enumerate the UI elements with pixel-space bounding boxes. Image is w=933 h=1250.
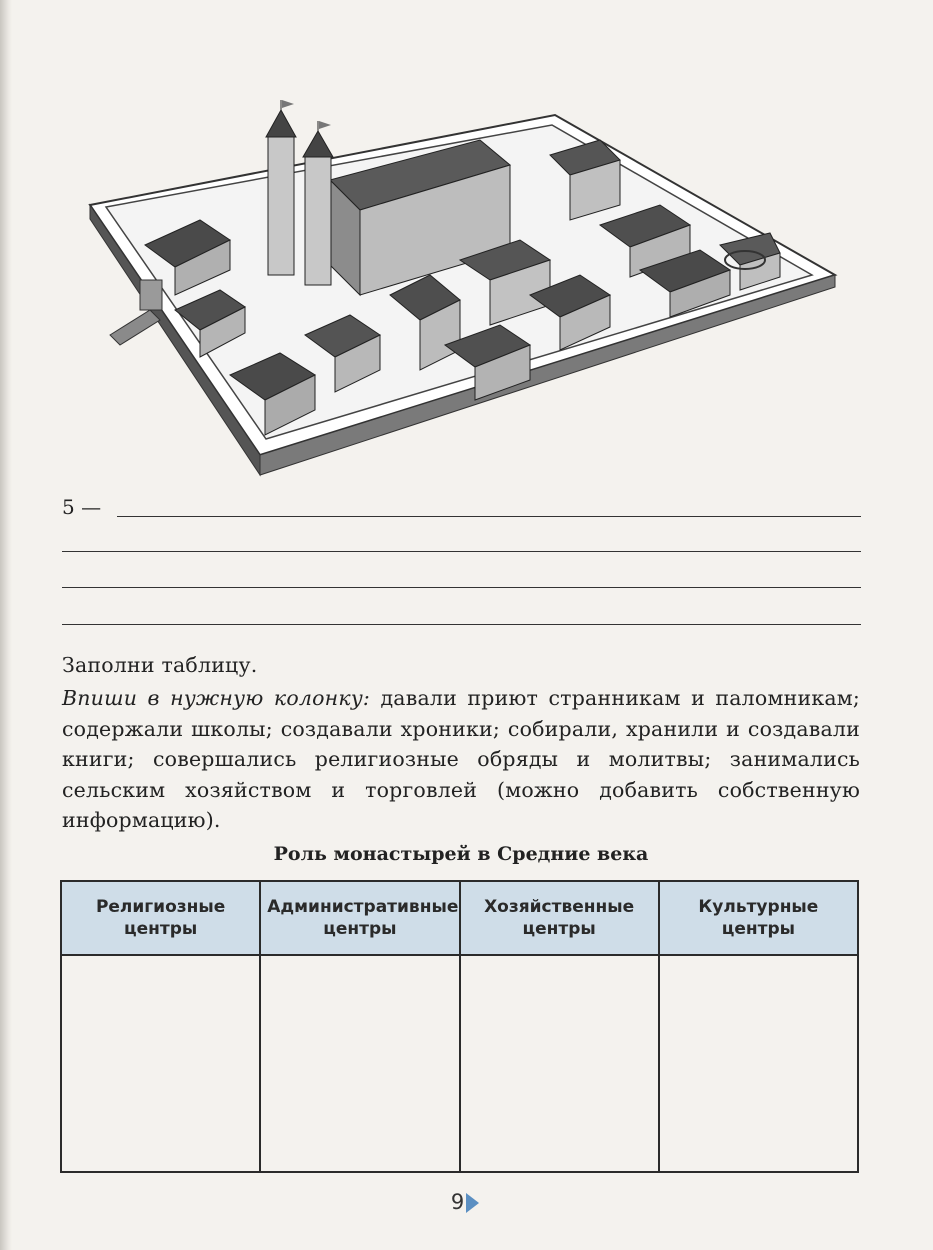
- answer-line-row-2: [62, 532, 861, 552]
- instruction-body: давали приют странникам и паломникам; содержали школы; создавали хроники; собирали, хранили и создавали книги; совершались религиозные обряды и молитвы; занимались сельским хозяйством и торговлей (можно добавить собственную информацию).: [62, 686, 861, 832]
- answer-line[interactable]: [62, 587, 861, 588]
- task-instructions: [62, 683, 860, 836]
- question-number: 5 —: [62, 495, 102, 519]
- instruction-lead: Впиши в нужную колонку:: [62, 686, 371, 710]
- answer-line-row-3: [62, 568, 861, 588]
- table-caption: Роль монастырей в Средние века: [273, 843, 649, 865]
- answer-line[interactable]: [62, 551, 861, 552]
- answer-line-row-1: [62, 497, 861, 517]
- column-header-religious: Религиозные центры: [61, 881, 260, 955]
- answer-line[interactable]: [117, 516, 861, 517]
- monastery-model-illustration: [80, 95, 860, 480]
- next-page-arrow-icon: [466, 1193, 479, 1213]
- cell-economic[interactable]: [460, 955, 659, 1172]
- column-header-economic: Хозяйственные центры: [460, 881, 659, 955]
- column-header-cultural: Культурные центры: [659, 881, 858, 955]
- cell-administrative[interactable]: [260, 955, 459, 1172]
- column-header-administrative: Административные центры: [260, 881, 459, 955]
- monastery-roles-table: [60, 880, 859, 1173]
- task-title: Заполни таблицу.: [62, 653, 258, 677]
- answer-line-row-4: [62, 605, 861, 625]
- page-number-text: 9: [450, 1190, 465, 1214]
- page-binding-edge: [0, 0, 12, 1250]
- answer-line[interactable]: [62, 624, 861, 625]
- cell-religious[interactable]: [61, 955, 260, 1172]
- cell-cultural[interactable]: [659, 955, 858, 1172]
